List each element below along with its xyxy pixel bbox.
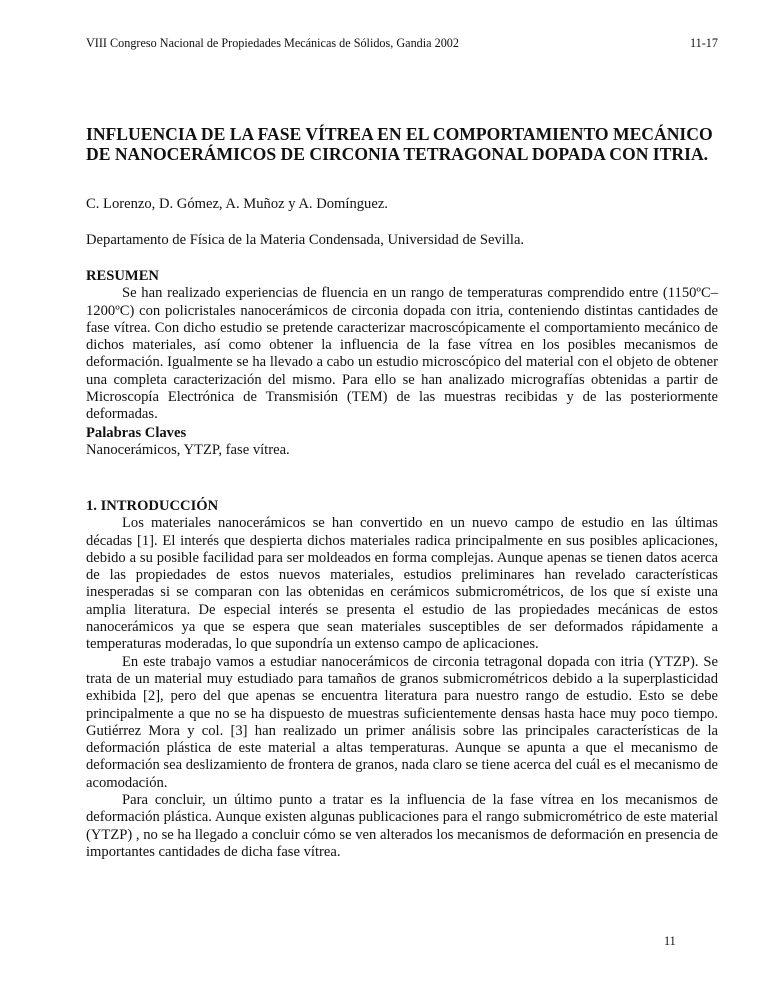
running-header bbox=[86, 36, 718, 51]
keywords-text: Nanocerámicos, YTZP, fase vítrea. bbox=[86, 442, 290, 459]
page-range: 11-17 bbox=[690, 36, 718, 50]
conference-name: VIII Congreso Nacional de Propiedades Mecánicas de Sólidos, Gandia 2002 bbox=[86, 36, 459, 50]
introduction-paragraph-1: Los materiales nanocerámicos se han convertido en un nuevo campo de estudio en las últimas décadas [1]. El interés que despierta dichos materiales radica principalmente en sus posibles aplicaciones, debido a su posible facilidad para ser moldeados en forma complejas. Aunque apenas se tienen datos acerca de las propiedades de estos nuevos materiales, estudios preliminares han revelado características inesperadas si se comparan con las obtenidas en cerámicos submicrométricos, de los que sí existe una amplia literatura. De especial interés se presenta el estudio de las propiedades mecánicas de estos nanocerámicos ya que se espera que sean materiales susceptibles de ser deformados rápidamente a temperaturas moderadas, lo que supondría un extenso campo de aplicaciones. bbox=[86, 515, 718, 653]
introduction-heading: 1. INTRODUCCIÓN bbox=[86, 498, 219, 514]
keywords-heading: Palabras Claves bbox=[86, 425, 187, 441]
authors: C. Lorenzo, D. Gómez, A. Muñoz y A. Domínguez. bbox=[86, 196, 388, 212]
abstract-heading: RESUMEN bbox=[86, 268, 159, 284]
paper-title: INFLUENCIA DE LA FASE VÍTREA EN EL COMPORTAMIENTO MECÁNICO DE NANOCERÁMICOS DE CIRCONIA TETRAGONAL DOPADA CON ITRIA. bbox=[86, 124, 713, 164]
page-number: 11 bbox=[664, 934, 676, 948]
introduction-section bbox=[86, 498, 718, 861]
abstract-text: Se han realizado experiencias de fluencia en un rango de temperaturas comprendido entre (1150ºC–1200ºC) con policristales nanocerámicos de circonia dopada con itria, conteniendo distintas cantidades de fase vítrea. Con dicho estudio se pretende caracterizar macroscópicamente el comportamiento mecánico de dichos materiales, así como obtener la influencia de la fase vítrea en los posibles mecanismos de deformación. Igualmente se ha llevado a cabo un estudio microscópico del material con el objeto de obtener una completa caracterización del mismo. Para ello se han analizado micrografías obtenidas a partir de Microscopía Electrónica de Transmisión (TEM) de las muestras recibidas y de las posteriormente deformadas. bbox=[86, 285, 718, 423]
introduction-paragraph-2: En este trabajo vamos a estudiar nanocerámicos de circonia tetragonal dopada con itria (YTZP). Se trata de un material muy estudiado para tamaños de granos submicrométricos debido a la superplasticidad exhibida [2], pero del que apenas se encuentra literatura para nuestro rango de estudio. Esto se debe principalmente a que no se ha dispuesto de muestras suficientemente densas hasta hace muy poco tiempo. Gutiérrez Mora y col. [3] han realizado un primer análisis sobre las principales características de la deformación plástica de este material a altas temperaturas. Aunque se apunta a que el mecanismo de deformación sea deslizamiento de frontera de granos, nada claro se tiene acerca del cuál es el mecanismo de acomodación. bbox=[86, 653, 718, 791]
introduction-paragraph-3: Para concluir, un último punto a tratar es la influencia de la fase vítrea en los mecanismos de deformación plástica. Aunque existen algunas publicaciones para el rango submicrométrico de este material (YTZP) , no se ha llegado a concluir cómo se ven alterados los mecanismos de deformación en presencia de importantes cantidades de dicha fase vítrea. bbox=[86, 792, 718, 860]
affiliation: Departamento de Física de la Materia Condensada, Universidad de Sevilla. bbox=[86, 232, 525, 248]
abstract-section bbox=[86, 268, 718, 424]
keywords-section bbox=[86, 425, 718, 460]
